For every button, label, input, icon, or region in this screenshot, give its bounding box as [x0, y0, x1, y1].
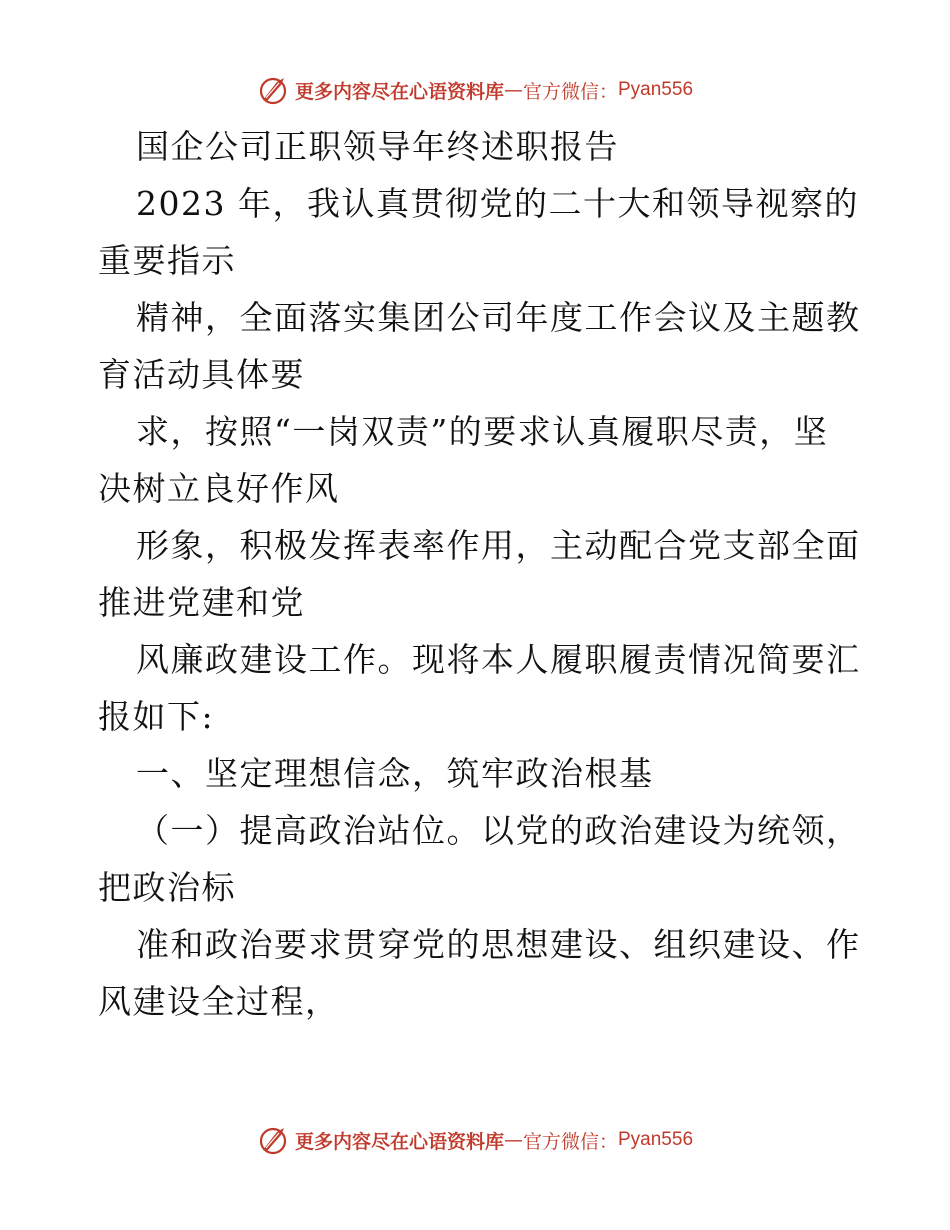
document-line: 报如下:	[98, 697, 215, 736]
document-line: 风建设全过程，	[98, 982, 340, 1021]
quill-pen-logo-icon	[257, 1124, 289, 1156]
document-line: 推进党建和党	[98, 583, 305, 622]
watermark-title: 更多内容尽在心语资料库	[294, 1130, 504, 1153]
document-line: 准和政治要求贯穿党的思想建设、组织建设、作	[136, 925, 861, 964]
document-line: 国企公司正职领导年终述职报告	[136, 127, 619, 166]
document-line: （一）提高政治站位。以党的政治建设为统领，	[136, 811, 861, 850]
footer-watermark	[0, 1120, 950, 1160]
watermark-contact-id: Pyan556	[618, 79, 694, 100]
watermark-separator: —	[503, 1129, 523, 1151]
document-line: 形象，积极发挥表率作用，主动配合党支部全面	[136, 526, 861, 565]
watermark-contact-label: 官方微信：	[522, 80, 618, 103]
watermark-contact-id: Pyan556	[618, 1129, 694, 1150]
document-line: 重要指示	[98, 241, 236, 280]
quill-pen-logo-icon	[257, 74, 289, 106]
document-line: 育活动具体要	[98, 355, 305, 394]
document-line: 风廉政建设工作。现将本人履职履责情况简要汇	[136, 640, 861, 679]
document-line: 一、坚定理想信念，筑牢政治根基	[136, 754, 654, 793]
document-line: 精神，全面落实集团公司年度工作会议及主题教	[136, 298, 861, 337]
document-line: 2023 年，我认真贯彻党的二十大和领导视察的	[136, 184, 859, 223]
header-watermark	[0, 70, 950, 110]
watermark-separator: —	[503, 79, 523, 101]
document-body	[98, 118, 868, 1030]
document-line: 求，按照“一岗双责”的要求认真履职尽责，坚	[136, 412, 829, 451]
document-line: 把政治标	[98, 868, 236, 907]
watermark-title: 更多内容尽在心语资料库	[294, 80, 504, 103]
watermark-contact-label: 官方微信：	[522, 1130, 618, 1153]
document-line: 决树立良好作风	[98, 469, 340, 508]
